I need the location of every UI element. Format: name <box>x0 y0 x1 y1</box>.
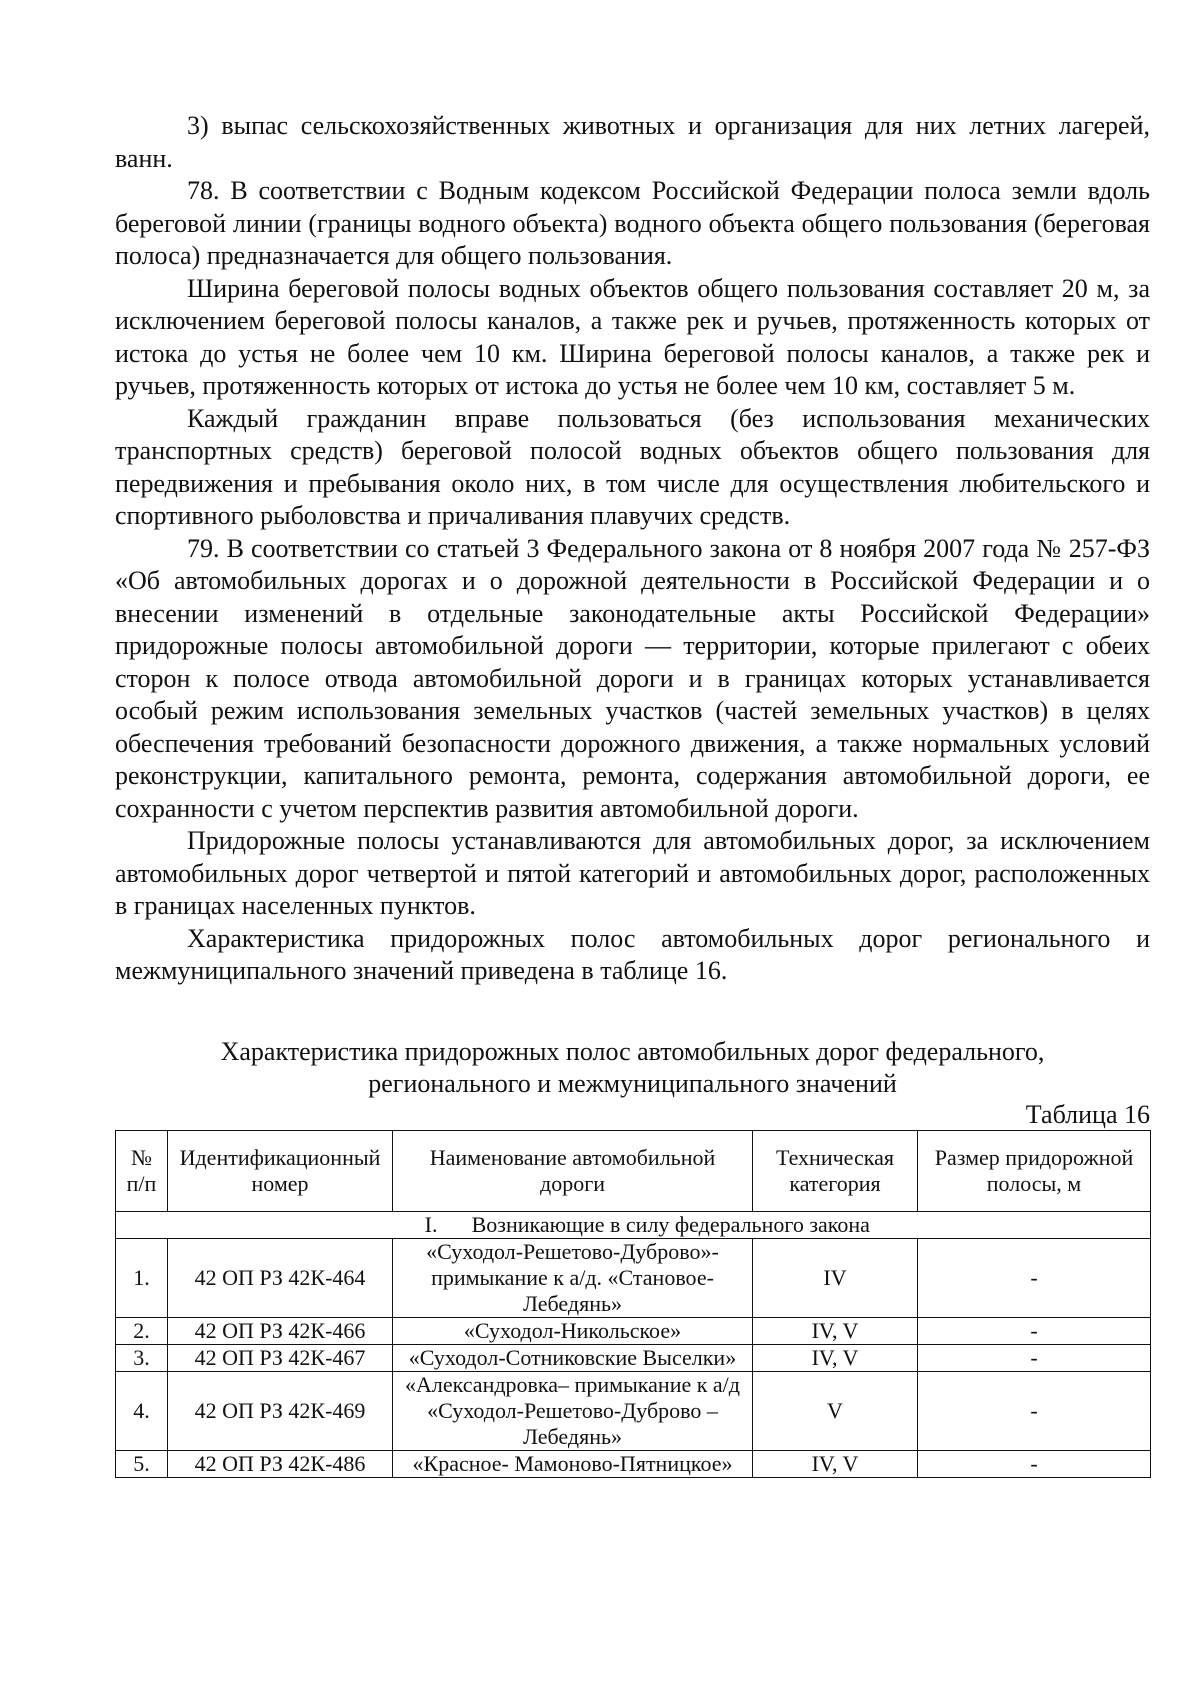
table-caption: Характеристика придорожных полос автомобильных дорог федерального, регионального и межмуниципального значений <box>220 1036 1045 1098</box>
header-name: Наименование автомобильной дороги <box>393 1130 753 1211</box>
cell-id: 42 ОП РЗ 42К-486 <box>168 1450 393 1477</box>
paragraph-78-water-code: 78. В соответствии с Водным кодексом Российской Федерации полоса земли вдоль береговой линии (границы водного объекта) водного объекта общего пользования (береговая полоса) предназначается для общего пользования. <box>115 176 1150 270</box>
table-row <box>116 1450 1151 1477</box>
cell-id: 42 ОП РЗ 42К-467 <box>168 1344 393 1371</box>
cell-category: IV, V <box>753 1317 918 1344</box>
paragraph-roadside-strips: Придорожные полосы устанавливаются для автомобильных дорог, за исключением автомобильных дорог четвертой и пятой категорий и автомобильных дорог, расположенных в границах населенных пунктов. <box>115 826 1150 920</box>
paragraph-table-reference: Характеристика придорожных полос автомобильных дорог регионального и межмуниципального значений приведена в таблице 16. <box>115 923 1150 985</box>
cell-num: 4. <box>116 1371 168 1450</box>
cell-name: «Александровка– примыкание к а/д «Суходол-Решетово-Дуброво – Лебедянь» <box>393 1371 753 1450</box>
roads-table <box>115 1130 1151 1478</box>
header-category: Техническая категория <box>753 1130 918 1211</box>
cell-category: IV <box>753 1238 918 1317</box>
cell-id: 42 ОП РЗ 42К-469 <box>168 1371 393 1450</box>
header-width: Размер придорожной полосы, м <box>918 1130 1151 1211</box>
paragraph-shoreline-width: Ширина береговой полосы водных объектов общего пользования составляет 20 м, за исключением береговой полосы каналов, а также рек и ручьев, протяженность которых от истока до устья не более чем 10 км. Ширина береговой полосы каналов, а также рек и ручьев, протяженность которых от истока до устья не более чем 10 км, составляет 5 м. <box>115 273 1150 400</box>
cell-id: 42 ОП РЗ 42К-464 <box>168 1238 393 1317</box>
cell-name: «Суходол-Сотниковские Выселки» <box>393 1344 753 1371</box>
section-title: Возникающие в силу федерального закона <box>471 1211 870 1237</box>
paragraph-3-grazing: 3) выпас сельскохозяйственных животных и организация для них летних лагерей, ванн. <box>115 111 1150 173</box>
header-num: № п/п <box>116 1130 168 1211</box>
section-cell <box>116 1211 1151 1238</box>
cell-id: 42 ОП РЗ 42К-466 <box>168 1317 393 1344</box>
header-id: Идентификационный номер <box>168 1130 393 1211</box>
cell-width: - <box>918 1238 1151 1317</box>
cell-width: - <box>918 1344 1151 1371</box>
cell-num: 3. <box>116 1344 168 1371</box>
document-page <box>115 110 1150 1478</box>
cell-width: - <box>918 1450 1151 1477</box>
cell-width: - <box>918 1371 1151 1450</box>
cell-category: V <box>753 1371 918 1450</box>
cell-num: 2. <box>116 1317 168 1344</box>
table-row <box>116 1317 1151 1344</box>
table-row <box>116 1344 1151 1371</box>
cell-width: - <box>918 1317 1151 1344</box>
cell-name: «Суходол-Никольское» <box>393 1317 753 1344</box>
table-section-row <box>116 1211 1151 1238</box>
paragraph-79-roads-law: 79. В соответствии со статьей 3 Федерального закона от 8 ноября 2007 года № 257-ФЗ «Об автомобильных дорогах и о дорожной деятельности в Российской Федерации и о внесении изменений в отдельные законодательные акты Российской Федерации» придорожные полосы автомобильной дороги — территории, которые прилегают с обеих сторон к полосе отвода автомобильной дороги и в границах которых устанавливается особый режим использования земельных участков (частей земельных участков) в целях обеспечения требований безопасности дорожного движения, а также нормальных условий реконструкции, капитального ремонта, ремонта, содержания автомобильной дороги, ее сохранности с учетом перспектив развития автомобильной дороги. <box>115 533 1150 823</box>
cell-name: «Красное- Мамоново-Пятницкое» <box>393 1450 753 1477</box>
table-row <box>116 1238 1151 1317</box>
cell-category: IV, V <box>753 1450 918 1477</box>
section-number: I. <box>424 1211 438 1237</box>
paragraph-citizen-rights: Каждый гражданин вправе пользоваться (без использования механических транспортных средств) береговой полосой водных объектов общего пользования для передвижения и пребывания около них, в том числе для осуществления любительского и спортивного рыболовства и причаливания плавучих средств. <box>115 403 1150 530</box>
cell-num: 5. <box>116 1450 168 1477</box>
table-row <box>116 1371 1151 1450</box>
table-label: Таблица 16 <box>1025 1099 1150 1129</box>
table-header-row <box>116 1130 1151 1211</box>
cell-category: IV, V <box>753 1344 918 1371</box>
cell-num: 1. <box>116 1238 168 1317</box>
cell-name: «Суходол-Решетово-Дуброво»-примыкание к а/д. «Становое-Лебедянь» <box>393 1238 753 1317</box>
